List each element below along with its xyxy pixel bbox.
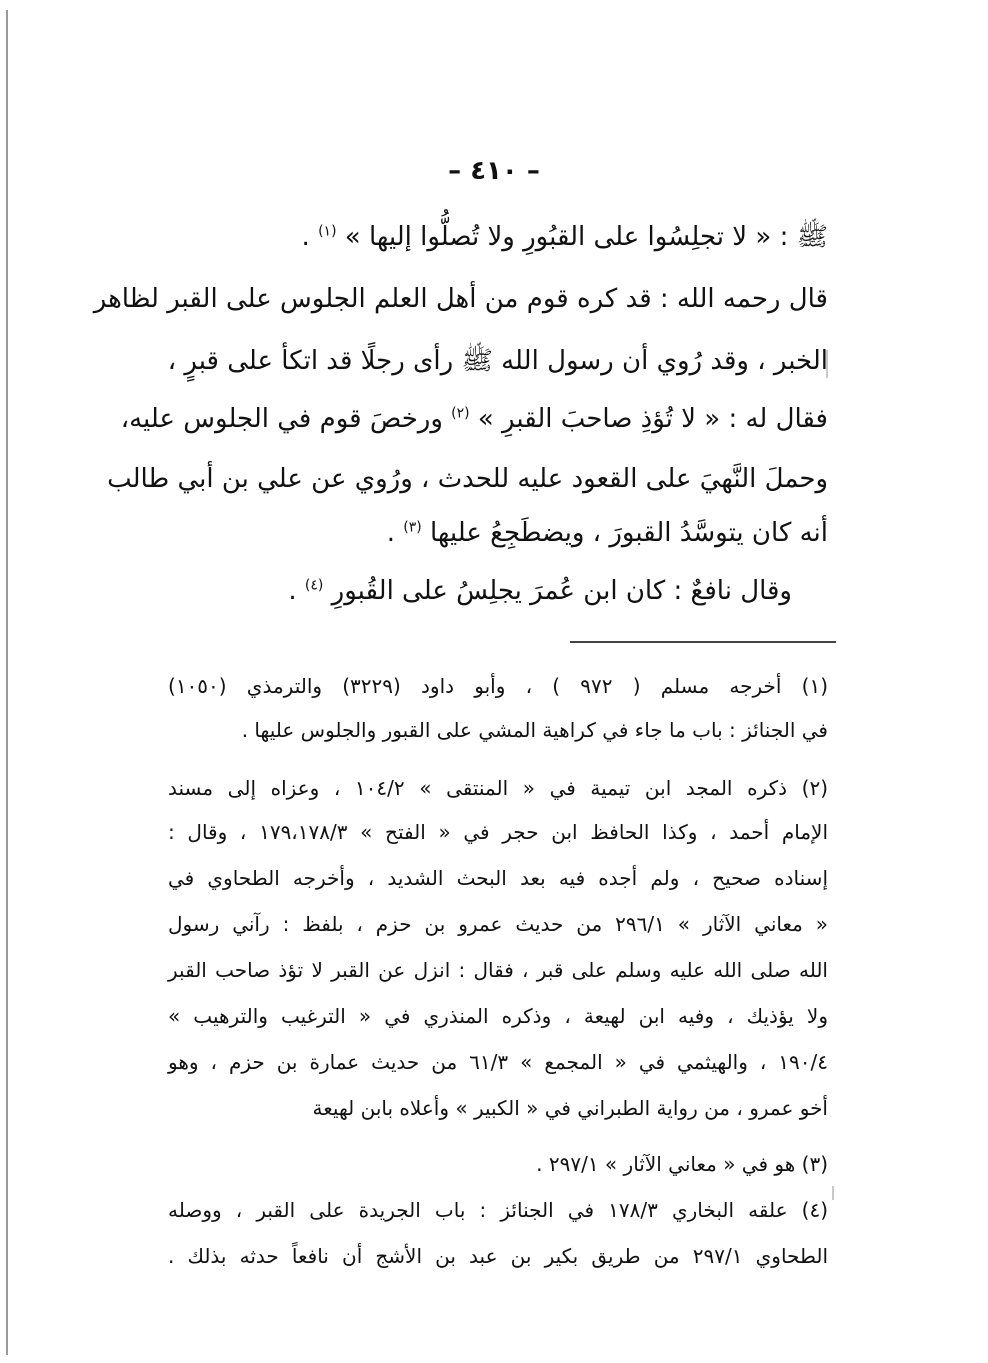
footnote-line: (١) أخرجه مسلم ( ٩٧٢ ) ، وأبو داود (٣٢٢٩) والترمذي (١٠٥٠) [168, 674, 828, 698]
body-line-7 [132, 576, 792, 606]
footnote-ref: (٤) [304, 577, 324, 594]
footnote-line: ولا يؤذيك ، وفيه ابن لهيعة ، وذكره المنذري في « الترغيب والترهيب » [168, 1004, 828, 1028]
body-text: ﷺ : « لا تجلِسُوا على القبُورِ ولا تُصلُّوا إليها » [336, 222, 828, 252]
body-line-4 [120, 404, 828, 434]
body-text: الخبر ، وقد رُوي أن رسول الله ﷺ رأى رجلًا قد اتكأ على قبرٍ ، [167, 346, 828, 376]
footnote-line: ١٩٠/٤ ، والهيثمي في « المجمع » ٦١/٣ من حديث عمارة بن حزم ، وهو [168, 1050, 829, 1074]
footnote-line: « معاني الآثار » ٢٩٦/١ من حديث عمرو بن حزم ، بلفظ : رآني رسول [168, 912, 828, 936]
body-line-6 [168, 518, 828, 548]
body-text-end: . [301, 222, 319, 252]
body-text: أنه كان يتوسَّدُ القبورَ ، ويضطَجِعُ عليها [421, 518, 828, 548]
footnote-ref: (١) [318, 223, 337, 240]
page-edge-line [6, 10, 8, 1355]
footnote-ref: (٢) [451, 405, 470, 422]
body-line-1 [168, 220, 828, 258]
footnote-line: في الجنائز : باب ما جاء في كراهية المشي على القبور والجلوس عليها . [241, 718, 828, 742]
body-text: وحملَ النَّهيَ على القعود عليه للحدث ، ورُوي عن علي بن أبي طالب [107, 464, 828, 494]
body-text-end: ورخصَ قوم في الجلوس عليه، [120, 404, 452, 434]
footnote-line: الطحاوي ٢٩٧/١ من طريق بكير بن عبد بن الأشج أن نافعاً حدثه بذلك . [168, 1244, 829, 1268]
body-line-3 [168, 344, 828, 382]
page-number: – ٤١٠ – [448, 156, 540, 186]
footnote-line: (٣) هو في « معاني الآثار » ٢٩٧/١ . [536, 1152, 828, 1176]
footnote-line: الإمام أحمد ، وكذا الحافظ ابن حجر في « الفتح » ١٧٩،١٧٨/٣ ، وقال : [168, 820, 829, 844]
body-text: فقال له : « لا تُؤذِ صاحبَ القبرِ » [469, 404, 828, 434]
scan-mark [832, 1186, 834, 1200]
footnote-line: (٢) ذكره المجد ابن تيمية في « المنتقى » ١٠٤/٢ ، وعزاه إلى مسند [168, 776, 828, 800]
footnote-ref: (٣) [403, 519, 422, 536]
footnote-line: أخو عمرو ، من رواية الطبراني في « الكبير » وأعلاه بابن لهيعة [312, 1096, 828, 1120]
body-text-end: . [288, 576, 305, 606]
body-line-2 [93, 284, 828, 314]
footnote-separator [570, 641, 836, 643]
body-text-end: . [386, 518, 404, 548]
footnote-line: (٤) علقه البخاري ١٧٨/٣ في الجنائز : باب الجريدة على القبر ، ووصله [168, 1198, 829, 1222]
footnote-line: إسناده صحيح ، ولم أجده فيه بعد البحث الشديد ، وأخرجه الطحاوي في [168, 866, 828, 890]
body-text: وقال نافعٌ : كان ابن عُمرَ يجلِسُ على القُبورِ [323, 576, 792, 606]
body-line-5 [107, 464, 828, 494]
footnote-line: الله صلى الله عليه وسلم على قبر ، فقال : انزل عن القبر لا تؤذ صاحب القبر [168, 958, 828, 982]
body-text: قال رحمه الله : قد كره قوم من أهل العلم الجلوس على القبر لظاهر [93, 284, 828, 314]
